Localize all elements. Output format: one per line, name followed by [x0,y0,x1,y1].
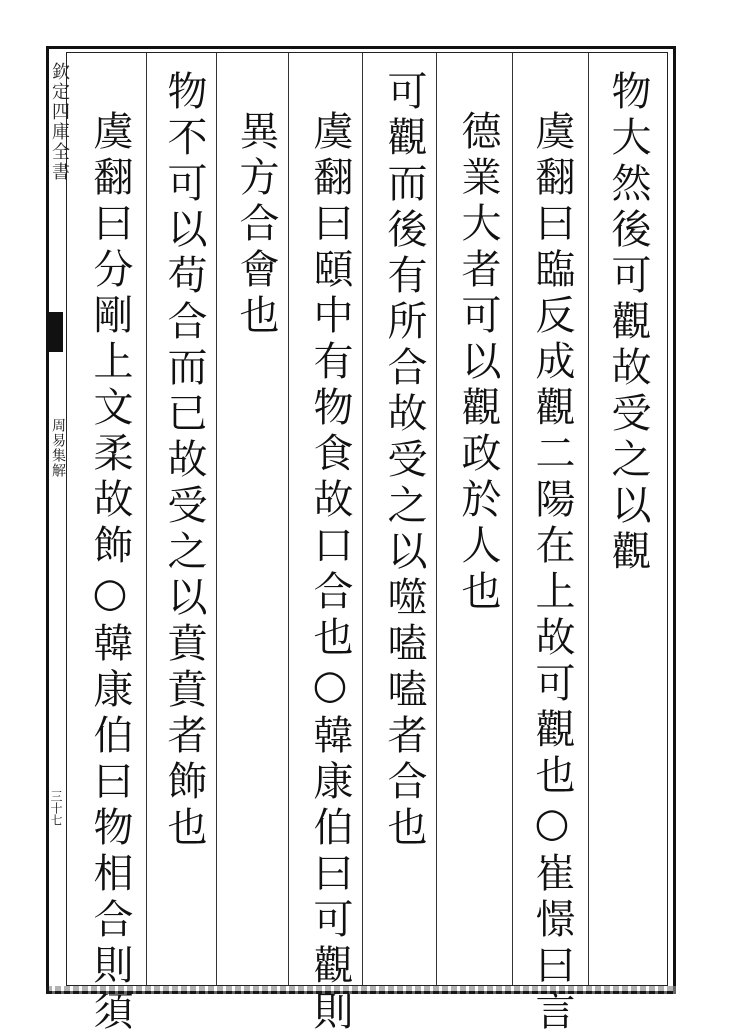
column-rule [588,53,589,985]
column-rule [512,53,513,985]
text-column-1: 物大然後可觀故受之以觀 [605,70,651,576]
column-rule [362,53,363,985]
text-column-2: 虞翻曰臨反成觀二陽在上故可觀也○崔憬曰言 [529,110,575,1036]
bottom-edge-mark [46,986,676,994]
text-column-5: 虞翻曰頤中有物食故口合也○韓康伯曰可觀則 [307,110,353,1036]
library-title: 欽定四庫全書 [49,62,70,182]
text-column-7: 物不可以苟合而已故受之以賁賁者飾也 [161,70,207,852]
column-rule [288,53,289,985]
page-number: 三十七 [49,790,63,826]
text-column-4: 可觀而後有所合故受之以噬嗑嗑者合也 [381,70,427,852]
text-column-8: 虞翻曰分剛上文柔故飾○韓康伯曰物相合則須 [87,110,133,1036]
fish-tail-mark [47,312,63,352]
text-column-6: 異方合會也 [233,110,279,340]
column-rule [436,53,437,985]
column-rule [216,53,217,985]
book-title: 周易集解 [50,418,66,478]
text-column-3: 德業大者可以觀政於人也 [455,110,501,616]
column-rule [146,53,147,985]
margin-strip [46,46,66,994]
